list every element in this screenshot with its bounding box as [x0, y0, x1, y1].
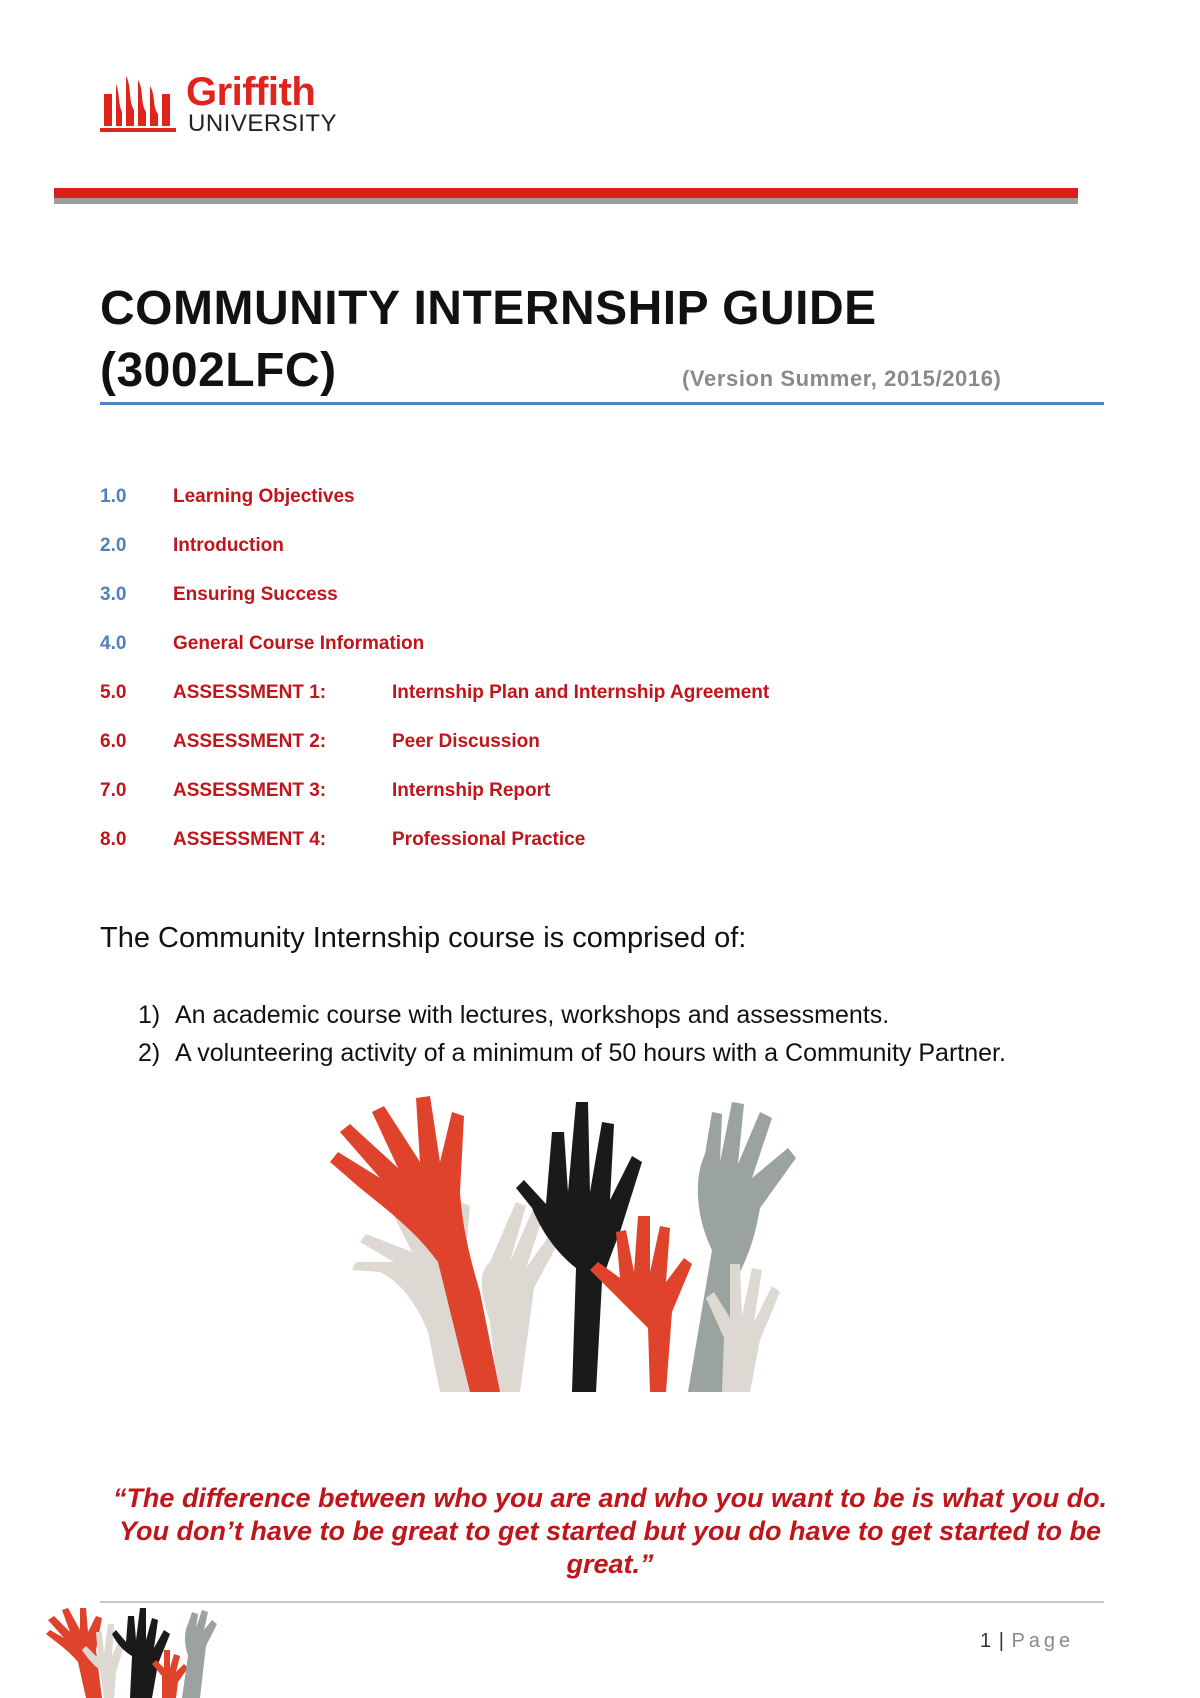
inspirational-quote: “The difference between who you are and who you want to be is what you do. You don’t have to be great to get started but you do have to get started to be great.” [112, 1483, 1108, 1579]
toc-sublabel: Professional Practice [392, 829, 586, 850]
toc-label: ASSESSMENT 2: [173, 731, 327, 752]
intro-text: The Community Internship course is comprised of: [100, 922, 747, 954]
toc-label: Learning Objectives [173, 486, 355, 507]
toc-label: Ensuring Success [173, 584, 338, 605]
title-underline [100, 402, 1104, 405]
toc-label: ASSESSMENT 3: [173, 780, 327, 801]
toc-item[interactable] [100, 580, 1000, 610]
toc-label: General Course Information [173, 633, 425, 654]
toc-sublabel: Internship Plan and Internship Agreement [392, 682, 770, 703]
page-number [980, 1630, 1074, 1653]
griffith-logo [100, 70, 360, 140]
griffith-flame-icon [100, 70, 186, 140]
toc-item[interactable] [100, 629, 1000, 659]
raised-hands-illustration [320, 1092, 880, 1392]
header-rule-grey [54, 198, 1078, 204]
toc-item[interactable] [100, 678, 1000, 708]
list-number: 2) [138, 1039, 161, 1067]
toc-label: Introduction [173, 535, 284, 556]
course-code: (3002LFC) [100, 344, 337, 397]
page-separator: | [998, 1630, 1005, 1652]
toc-item[interactable] [100, 482, 1000, 512]
footer-hands-icon [42, 1606, 217, 1698]
list-number: 1) [138, 1001, 161, 1029]
toc-number: 2.0 [100, 535, 127, 556]
toc-item[interactable] [100, 776, 1000, 806]
toc-number: 4.0 [100, 633, 127, 654]
toc-number: 7.0 [100, 780, 127, 801]
version-label: (Version Summer, 2015/2016) [682, 366, 1002, 391]
logo-name: Griffith [186, 70, 316, 114]
page-label: Page [1011, 1630, 1075, 1652]
header-rule [54, 188, 1078, 206]
toc-sublabel: Peer Discussion [392, 731, 540, 752]
toc-number: 1.0 [100, 486, 127, 507]
header-rule-red [54, 188, 1078, 198]
toc-number: 5.0 [100, 682, 127, 703]
toc-item[interactable] [100, 825, 1000, 855]
list-text: An academic course with lectures, workshops and assessments. [175, 1001, 890, 1029]
page-number-value: 1 [980, 1630, 993, 1652]
toc-item[interactable] [100, 727, 1000, 757]
toc-number: 3.0 [100, 584, 127, 605]
logo-subtitle: UNIVERSITY [188, 110, 338, 137]
toc-item[interactable] [100, 531, 1000, 561]
list-text: A volunteering activity of a minimum of 50 hours with a Community Partner. [175, 1039, 1006, 1067]
toc-number: 6.0 [100, 731, 127, 752]
toc-label: ASSESSMENT 1: [173, 682, 327, 703]
page-title: COMMUNITY INTERNSHIP GUIDE [100, 282, 877, 335]
toc-number: 8.0 [100, 829, 127, 850]
toc-sublabel: Internship Report [392, 780, 551, 801]
toc-label: ASSESSMENT 4: [173, 829, 327, 850]
footer-rule [100, 1601, 1104, 1603]
